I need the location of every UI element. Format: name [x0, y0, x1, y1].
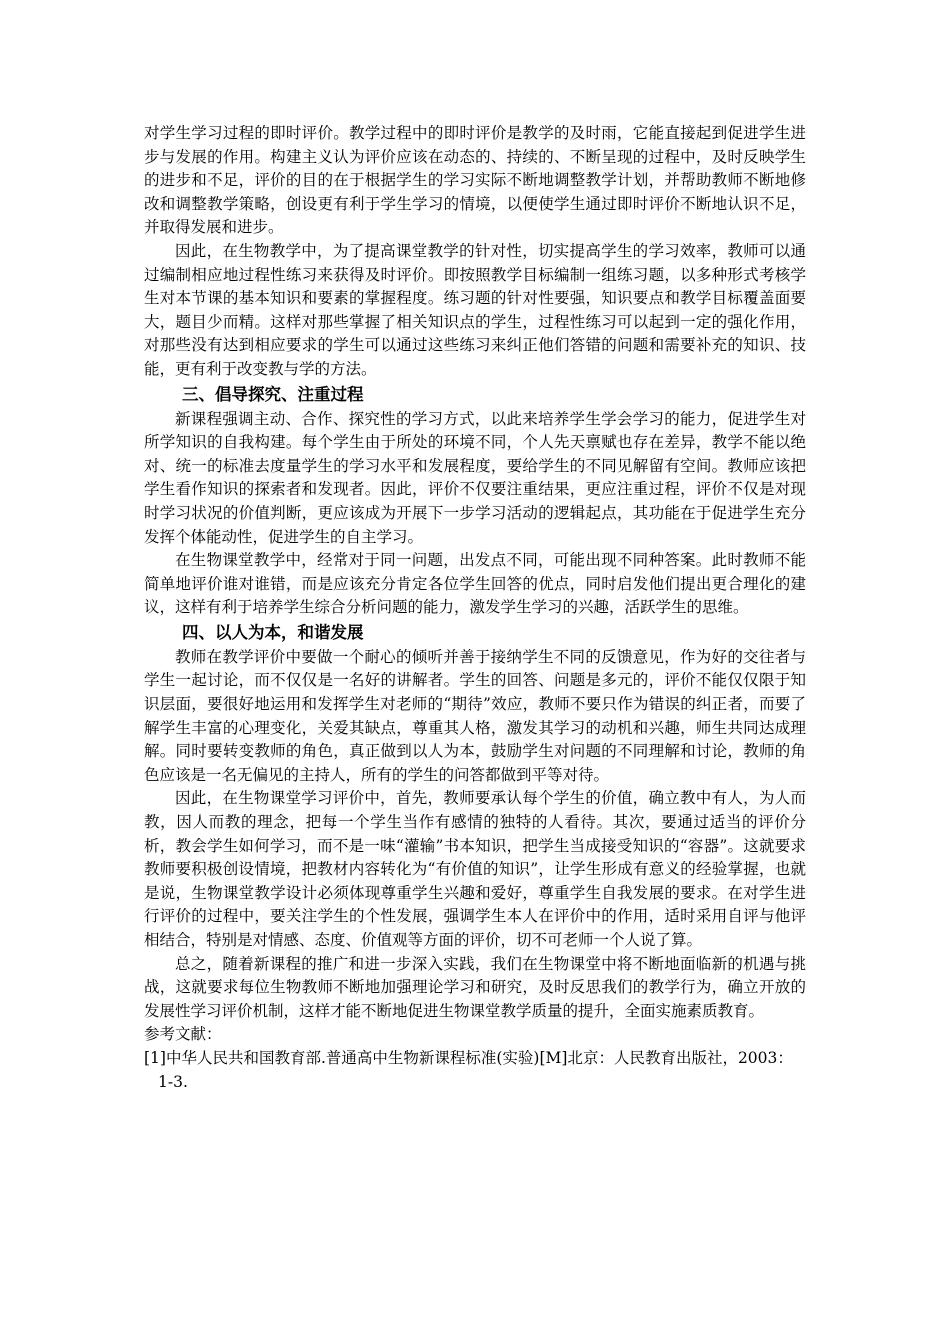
- reference-item: [1]中华人民共和国教育部.普通高中生物新课程标准(实验)[M]北京：人民教育出版社，2003：1-3.: [144, 1048, 793, 1091]
- section-heading-4: 四、以人为本，和谐发展: [182, 622, 364, 642]
- references-title: 参考文献：: [144, 1025, 222, 1044]
- paragraph: 在生物课堂教学中，经常对于同一问题，出发点不同，可能出现不同种答案。此时教师不能简单地评价谁对谁错，而是应该充分肯定各位学生回答的优点，同时启发他们提出更合理化的建议，这样有利于培养学生综合分析问题的能力，激发学生学习的兴趣，活跃学生的思维。: [144, 551, 806, 617]
- paragraph: 因此，在生物课堂学习评价中，首先，教师要承认每个学生的价值，确立教中有人，为人而教，因人而教的理念，把每一个学生当作有感情的独特的人看待。其次，要通过适当的评价分析，教会学生如何学习，而不是一味“灌输”书本知识，把学生当成接受知识的“容器”。这就要求教师要积极创设情境，把教材内容转化为“有价值的知识”，让学生形成有意义的经验掌握，也就是说，生物课堂教学设计必须体现尊重学生兴趣和爱好，尊重学生自我发展的要求。在对学生进行评价的过程中，要关注学生的个性发展，强调学生本人在评价中的作用，适时采用自评与他评相结合，特别是对情感、态度、价值观等方面的评价，切不可老师一个人说了算。: [144, 789, 806, 949]
- document-page: [144, 122, 806, 1094]
- paragraph: 新课程强调主动、合作、探究性的学习方式，以此来培养学生学会学习的能力，促进学生对所学知识的自我构建。每个学生由于所处的环境不同，个人先天禀赋也存在差异，教学不能以绝对、统一的标准去度量学生的学习水平和发展程度，要给学生的不同见解留有空间。教师应该把学生看作知识的探索者和发现者。因此，评价不仅要注重结果，更应注重过程，评价不仅是对现时学习状况的价值判断，更应该成为开展下一步学习活动的逻辑起点，其功能在于促进学生充分发挥个体能动性，促进学生的自主学习。: [144, 409, 806, 546]
- paragraph: 总之，随着新课程的推广和进一步深入实践，我们在生物课堂中将不断地面临新的机遇与挑战，这就要求每位生物教师不断地加强理论学习和研究，及时反思我们的教学行为，确立开放的发展性学习评价机制，这样才能不断地促进生物课堂教学质量的提升，全面实施素质教育。: [144, 954, 806, 1020]
- paragraph: 教师在教学评价中要做一个耐心的倾听并善于接纳学生不同的反馈意见，作为好的交往者与学生一起讨论，而不仅仅是一名好的讲解者。学生的回答、问题是多元的，评价不能仅仅限于知识层面，要很好地运用和发挥学生对老师的“期待”效应，教师不要只作为错误的纠正者，而要了解学生丰富的心理变化，关爱其缺点，尊重其人格，激发其学习的动机和兴趣，师生共同达成理解。同时要转变教师的角色，真正做到以人为本，鼓励学生对问题的不同理解和讨论，教师的角色应该是一名无偏见的主持人，所有的学生的问答都做到平等对待。: [144, 647, 806, 784]
- paragraph: 因此，在生物教学中，为了提高课堂教学的针对性，切实提高学生的学习效率，教师可以通过编制相应地过程性练习来获得及时评价。即按照教学目标编制一组练习题，以多种形式考核学生对本节课的基本知识和要素的掌握程度。练习题的针对性要强，知识要点和教学目标覆盖面要大，题目少而精。这样对那些掌握了相关知识点的学生，过程性练习可以起到一定的强化作用，对那些没有达到相应要求的学生可以通过这些练习来纠正他们答错的问题和需要补充的知识、技能，更有利于改变教与学的方法。: [144, 241, 806, 378]
- paragraph-continued: 对学生学习过程的即时评价。教学过程中的即时评价是教学的及时雨，它能直接起到促进学生进步与发展的作用。构建主义认为评价应该在动态的、持续的、不断呈现的过程中，及时反映学生的进步和不足，评价的目的在于根据学生的学习实际不断地调整教学计划，并帮助教师不断地修改和调整教学策略，创设更有利于学生学习的情境，以便使学生通过即时评价不断地认识不足，并取得发展和进步。: [144, 124, 806, 237]
- section-heading-3: 三、倡导探究、注重过程: [182, 384, 364, 404]
